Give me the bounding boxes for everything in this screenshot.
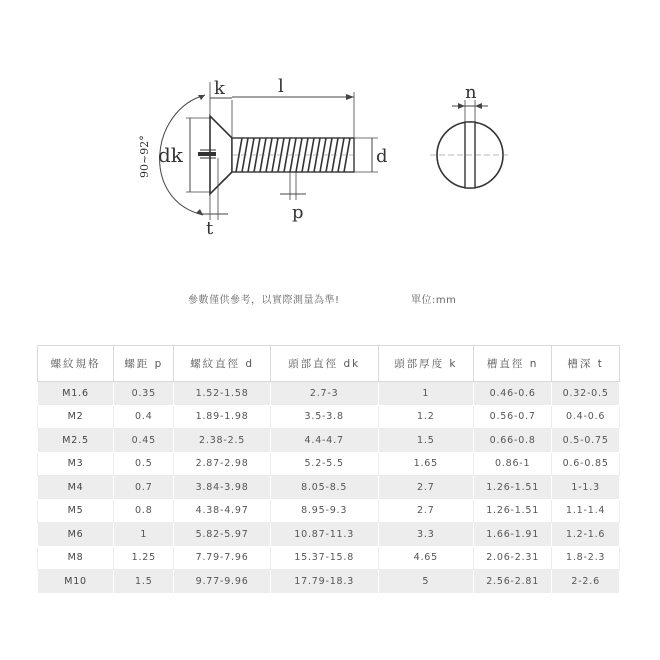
table-cell: 2.7 bbox=[378, 499, 473, 523]
table-cell: 3.84-3.98 bbox=[174, 476, 270, 500]
table-cell: 1.52-1.58 bbox=[174, 382, 270, 406]
table-cell: 5 bbox=[378, 570, 473, 594]
angle-label: 90~92° bbox=[138, 135, 151, 178]
table-cell: 0.4 bbox=[114, 405, 174, 429]
table-header-row bbox=[38, 346, 620, 382]
table-cell: 9.77-9.96 bbox=[174, 570, 270, 594]
table-cell: 1.26-1.51 bbox=[474, 476, 552, 500]
table-cell: 15.37-15.8 bbox=[270, 546, 378, 570]
table-cell: 1.2-1.6 bbox=[552, 523, 620, 547]
table-cell: M5 bbox=[38, 499, 114, 523]
table-cell: 1.65 bbox=[378, 452, 473, 476]
table-row bbox=[38, 382, 620, 406]
table-cell: 2.06-2.31 bbox=[474, 546, 552, 570]
table-cell: 0.56-0.7 bbox=[474, 405, 552, 429]
table-cell: M8 bbox=[38, 546, 114, 570]
table-cell: 2.7 bbox=[378, 476, 473, 500]
table-cell: 1-1.3 bbox=[552, 476, 620, 500]
column-header: 頭部厚度 k bbox=[378, 346, 473, 382]
column-header: 螺紋直徑 d bbox=[174, 346, 270, 382]
table-cell: 0.35 bbox=[114, 382, 174, 406]
table-cell: 1.2 bbox=[378, 405, 473, 429]
table-cell: 8.95-9.3 bbox=[270, 499, 378, 523]
table-cell: 5.2-5.5 bbox=[270, 452, 378, 476]
table-cell: 2.38-2.5 bbox=[174, 429, 270, 453]
n-label: n bbox=[465, 82, 477, 103]
table-cell: 4.38-4.97 bbox=[174, 499, 270, 523]
table-cell: M3 bbox=[38, 452, 114, 476]
table-cell: 1.25 bbox=[114, 546, 174, 570]
table-cell: 3.3 bbox=[378, 523, 473, 547]
table-cell: 2.7-3 bbox=[270, 382, 378, 406]
table-cell: 1 bbox=[114, 523, 174, 547]
table-cell: M10 bbox=[38, 570, 114, 594]
table-row bbox=[38, 405, 620, 429]
d-label: d bbox=[376, 146, 388, 167]
column-header: 頭部直徑 dk bbox=[270, 346, 378, 382]
table-cell: 1.1-1.4 bbox=[552, 499, 620, 523]
column-header: 螺距 p bbox=[114, 346, 174, 382]
column-header: 螺紋規格 bbox=[38, 346, 114, 382]
unit-note: 單位:mm bbox=[411, 295, 457, 306]
table-cell: 0.46-0.6 bbox=[474, 382, 552, 406]
table-row bbox=[38, 476, 620, 500]
table-cell: 0.6-0.85 bbox=[552, 452, 620, 476]
column-header: 槽深 t bbox=[552, 346, 620, 382]
table-cell: 1.5 bbox=[114, 570, 174, 594]
table-cell: 0.45 bbox=[114, 429, 174, 453]
p-label: p bbox=[292, 202, 304, 223]
table-cell: M1.6 bbox=[38, 382, 114, 406]
table-cell: 0.5-0.75 bbox=[552, 429, 620, 453]
table-cell: 3.5-3.8 bbox=[270, 405, 378, 429]
table-cell: 1.66-1.91 bbox=[474, 523, 552, 547]
table-cell: 1.89-1.98 bbox=[174, 405, 270, 429]
k-label: k bbox=[214, 78, 225, 99]
table-row bbox=[38, 546, 620, 570]
table-cell: 1.8-2.3 bbox=[552, 546, 620, 570]
table-cell: M2.5 bbox=[38, 429, 114, 453]
table-cell: 4.4-4.7 bbox=[270, 429, 378, 453]
table-cell: 2.87-2.98 bbox=[174, 452, 270, 476]
table-cell: 5.82-5.97 bbox=[174, 523, 270, 547]
column-header: 槽直徑 n bbox=[474, 346, 552, 382]
table-row bbox=[38, 523, 620, 547]
angle-arrow-top bbox=[198, 95, 205, 100]
table-cell: M4 bbox=[38, 476, 114, 500]
l-label: l bbox=[278, 76, 284, 97]
table-cell: 2-2.6 bbox=[552, 570, 620, 594]
table-cell: 1 bbox=[378, 382, 473, 406]
table-cell: 1.5 bbox=[378, 429, 473, 453]
table-cell: 0.32-0.5 bbox=[552, 382, 620, 406]
spec-table bbox=[37, 345, 620, 594]
table-cell: M2 bbox=[38, 405, 114, 429]
screw-dimension-diagram bbox=[0, 0, 660, 260]
table-cell: M6 bbox=[38, 523, 114, 547]
table-cell: 1.26-1.51 bbox=[474, 499, 552, 523]
table-cell: 8.05-8.5 bbox=[270, 476, 378, 500]
table-cell: 17.79-18.3 bbox=[270, 570, 378, 594]
reference-note: 參數僅供參考，以實際測量為準! bbox=[188, 295, 340, 306]
table-cell: 7.79-7.96 bbox=[174, 546, 270, 570]
table-row bbox=[38, 499, 620, 523]
table-cell: 0.66-0.8 bbox=[474, 429, 552, 453]
table-cell: 0.8 bbox=[114, 499, 174, 523]
table-row bbox=[38, 570, 620, 594]
table-cell: 10.87-11.3 bbox=[270, 523, 378, 547]
table-row bbox=[38, 429, 620, 453]
t-label: t bbox=[206, 218, 214, 239]
table-cell: 4.65 bbox=[378, 546, 473, 570]
table-cell: 2.56-2.81 bbox=[474, 570, 552, 594]
dk-label: dk bbox=[158, 143, 183, 167]
table-cell: 0.7 bbox=[114, 476, 174, 500]
table-cell: 0.4-0.6 bbox=[552, 405, 620, 429]
spec-table-body bbox=[38, 382, 620, 594]
table-row bbox=[38, 452, 620, 476]
table-cell: 0.86-1 bbox=[474, 452, 552, 476]
table-cell: 0.5 bbox=[114, 452, 174, 476]
